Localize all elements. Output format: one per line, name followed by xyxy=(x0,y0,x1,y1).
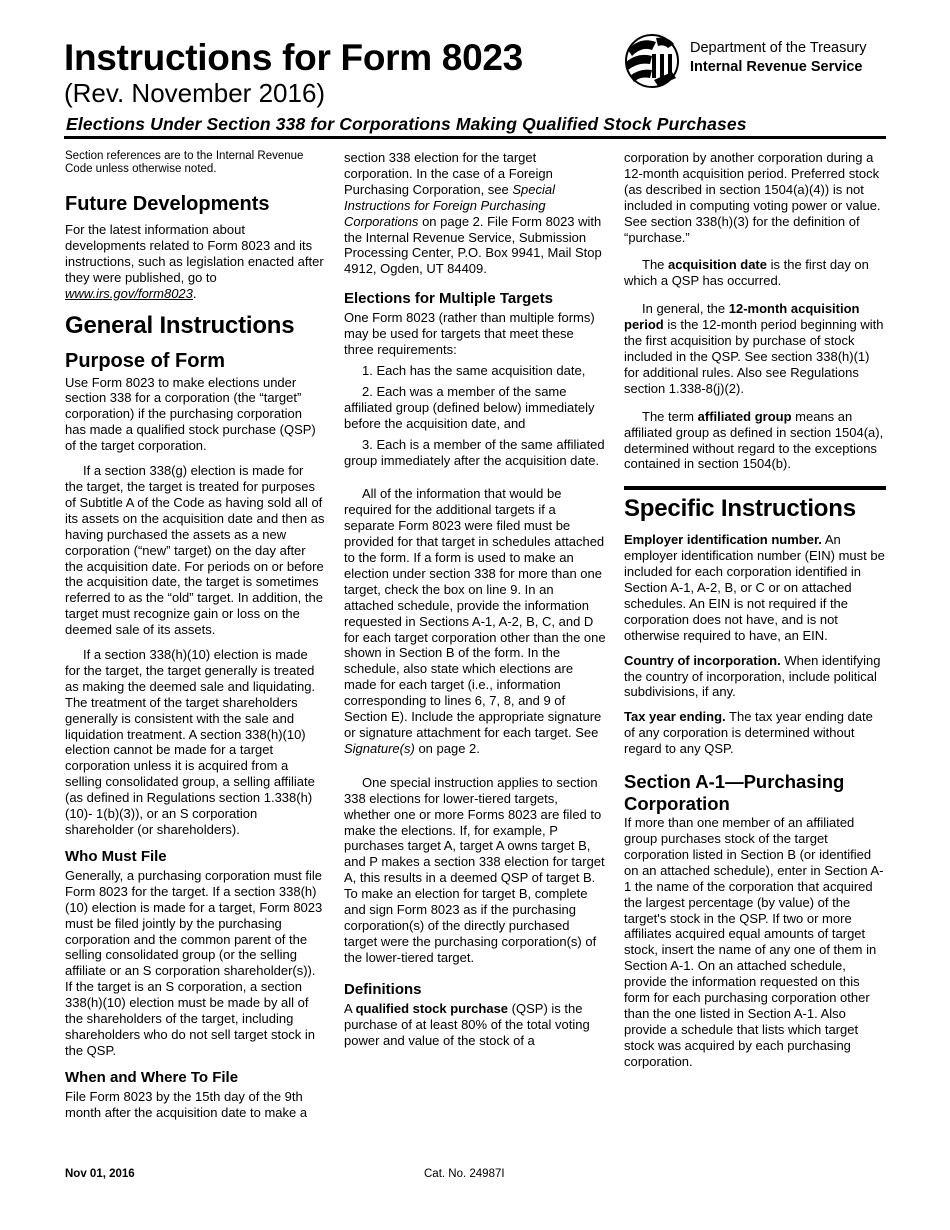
qsp-continuation: corporation by another corporation during a 12-month acquisition period. Preferred stock (as described in section 1504(a)(4)) is not included in computing voting power or value. See section 338(h)(3) for the definition of “purchase.” xyxy=(624,150,881,245)
who-must-file-text: Generally, a purchasing corporation must file Form 8023 for the target. If a section 338(h)(10) election is made for a target, Form 8023 must be filed jointly by the purchasing corporation and the common parent of the selling consolidated group (or the selling affiliate or an S corporation shareholder(s)). If the target is an S corporation, a section 338(h)(10) election must be made by all of the shareholders of the target, including shareholders who do not sell target stock in the QSP. xyxy=(65,867,323,1058)
aff-pre: The term xyxy=(642,408,695,424)
foreign-corporations-reference: Special Instructions for Foreign Purchasing Corporations xyxy=(344,181,556,229)
document-subtitle: Elections Under Section 338 for Corporations Making Qualified Stock Purchases xyxy=(66,114,747,134)
multiple-targets-paragraph xyxy=(344,486,606,756)
section-a1-heading: Section A-1—Purchasing Corporation xyxy=(624,771,845,815)
affiliated-group-definition xyxy=(624,409,886,473)
acq-text: is the first day on which a QSP has occurred. xyxy=(624,257,869,289)
multiple-targets-heading: Elections for Multiple Targets xyxy=(344,290,553,308)
multiple-targets-text: All of the information that would be required for the additional targets if a separate Form 8023 were filed must be provided for that target in schedules attached to the form. If a form is used to make an election under section 338 for more than one target, check the box on line 9. In an attached schedule, provide the information requested in Sections A-1, A-2, B, C, and D for each target corporation other than the one shown in Section B of the form. In the schedule, also state which elections are made for each target (i.e., information corresponding to lines 6, 7, 8, and 9 of Section E). Include the appropriate signature or signature attachment for each target. See xyxy=(344,486,606,740)
requirement-1: 1. Each has the same acquisition date, xyxy=(362,362,586,378)
tax-year-term: Tax year ending. xyxy=(624,709,726,725)
multiple-targets-intro: One Form 8023 (rather than multiple forms) may be used for targets that meet these three requirements: xyxy=(344,310,595,358)
future-end: . xyxy=(192,285,197,301)
when-where-heading: When and Where To File xyxy=(65,1068,239,1086)
irs-eagle-logo-icon xyxy=(622,32,684,88)
acquisition-date-term: acquisition date xyxy=(668,257,767,273)
period-text: is the 12-month period beginning with the first acquisition by purchase of stock included in the QSP. See section 338(h)(1) for additional rules. Also see Regulations section 1.338-8(j)(2). xyxy=(624,317,884,396)
acquisition-period-term: 12-month acquisition period xyxy=(624,301,860,333)
purpose-paragraph-2: If a section 338(g) election is made for the target, the target is treated for purposes of Subtitle A of the Code as having sold all of its assets on the acquisition date and then as having purchased the assets as a new corporation (“new” target) on the day after the acquisition date. For periods on or before the acquisition date, the target is sometimes referred to as the “old” target. In addition, the target must recognize gain or loss on the deemed sale of its assets. xyxy=(65,463,325,638)
purpose-heading: Purpose of Form xyxy=(65,349,226,372)
signatures-reference: Signature(s) xyxy=(344,740,415,756)
signatures-reference-end: on page 2. xyxy=(418,740,480,756)
filing-text: section 338 election for the target corporation. In the case of a Foreign Purchasing Corporation, see xyxy=(344,150,553,197)
ein-text: An employer identification number (EIN) must be included for each corporation identified in Section A-1, A-2, B, or C or on attached schedules. An EIN is not required if the corporation does not have, and is not otherwise required to have, an EIN. xyxy=(624,532,885,643)
qsp-definition xyxy=(344,1001,606,1049)
tax-year-instruction xyxy=(624,709,886,757)
future-developments-heading: Future Developments xyxy=(65,193,270,215)
agency-name: Internal Revenue Service xyxy=(690,59,863,75)
intro-note: Section references are to the Internal Revenue Code unless otherwise noted. xyxy=(65,150,304,175)
requirement-3: 3. Each is a member of the same affiliated group immediately after the acquisition date. xyxy=(344,436,605,468)
purpose-paragraph-3: If a section 338(h)(10) election is made for the target, the target generally is treated as making the deemed sale and liquidating. The treatment of the target shareholders generally is consistent with the sale and liquidation treatment. A section 338(h)(10) election cannot be made for a target corporation unless it is acquired from a selling consolidated group, a selling affiliate (as defined in Regulations section 1.338(h)(10)- 1(b)(3)), or an S corporation shareholder (or shareholders). xyxy=(65,647,316,837)
section-a1-text: If more than one member of an affiliated group purchases stock of the target corporation listed in Section B (or identified on an attached schedule), enter in Section A-1 the name of the corporation that acquired the largest percentage (by value) of the target's stock in the QSP. If two or more affiliates acquired equal amounts of target stock, insert the name of any one of them in Section A-1. On an attached schedule, provide the information requested on this form for each purchasing corporation other than the one listed in Section A-1. Also provide a schedule that lists which target stock was acquired by each purchasing corporation. xyxy=(624,815,884,1069)
tax-year-text: The tax year ending date of any corporation is determined without regard to any QSP. xyxy=(624,709,873,757)
future-text: For the latest information about developments related to Form 8023 and its instructions, such as legislation enacted after they were published, go to xyxy=(65,222,324,285)
catalog-number: Cat. No. 24987I xyxy=(424,1168,505,1180)
lower-tier-paragraph: One special instruction applies to section 338 elections for lower-tiered targets, whether one or more Forms 8023 are filed to make the elections. If, for example, P purchases target A, target A owns target B, and P makes a section 338 election for target A, this results in a deemed QSP of target B. To make an election for target B, complete and sign Form 8023 as if the purchasing corporation(s) of the directly purchased target were the purchasing corporation(s) of the lower-tiered target. xyxy=(344,774,605,965)
general-instructions-heading: General Instructions xyxy=(65,311,295,339)
filing-continuation xyxy=(344,150,606,277)
specific-instructions-heading: Specific Instructions xyxy=(624,486,886,524)
period-pre: In general, the xyxy=(642,301,726,317)
filing-address: on page 2. File Form 8023 with the Internal Revenue Service, Submission Processing Center, P.O. Box 9941, Mail Stop 4912, Ogden, UT 84409. xyxy=(344,213,602,277)
document-title: Instructions for Form 8023 xyxy=(64,37,523,78)
country-term: Country of incorporation. xyxy=(624,652,781,668)
acquisition-date-definition xyxy=(624,257,886,289)
ein-term: Employer identification number. xyxy=(624,532,822,548)
definitions-heading: Definitions xyxy=(344,980,422,998)
revision-date: (Rev. November 2016) xyxy=(64,78,326,108)
header-rule xyxy=(64,136,886,139)
qsp-term: qualified stock purchase xyxy=(355,1000,509,1016)
country-instruction xyxy=(624,653,886,701)
purpose-paragraph-1: Use Form 8023 to make elections under section 338 for a corporation (the “target” corporation) if the purchasing corporation has made a qualified stock purchase (QSP) of the target corporation. xyxy=(65,374,316,454)
qsp-text: (QSP) is the purchase of at least 80% of the total voting power and value of the stock of a xyxy=(344,1000,590,1048)
column-1 xyxy=(65,150,325,1121)
affiliated-group-term: affiliated group xyxy=(697,408,792,424)
ein-instruction xyxy=(624,532,886,643)
who-must-file-heading: Who Must File xyxy=(65,847,167,865)
requirement-2: 2. Each was a member of the same affiliated group (defined below) immediately before the acquisition date, and xyxy=(344,383,595,431)
column-2 xyxy=(344,150,606,1048)
when-where-text: File Form 8023 by the 15th day of the 9th month after the acquisition date to make a xyxy=(65,1088,308,1120)
footer-date: Nov 01, 2016 xyxy=(65,1168,135,1180)
acquisition-period-definition xyxy=(624,301,886,396)
country-text: When identifying the country of incorporation, include political subdivisions, if any. xyxy=(624,652,881,700)
future-developments-text xyxy=(65,222,325,302)
department-name: Department of the Treasury xyxy=(690,40,867,56)
form8023-link[interactable]: www.irs.gov/form8023 xyxy=(65,285,193,301)
aff-text: means an affiliated group as defined in section 1504(a), determined without regard to the exceptions contained in section 1504(b). xyxy=(624,408,884,472)
qsp-pre: A xyxy=(344,1000,352,1016)
column-3 xyxy=(624,150,886,1070)
acq-pre: The xyxy=(642,257,665,273)
